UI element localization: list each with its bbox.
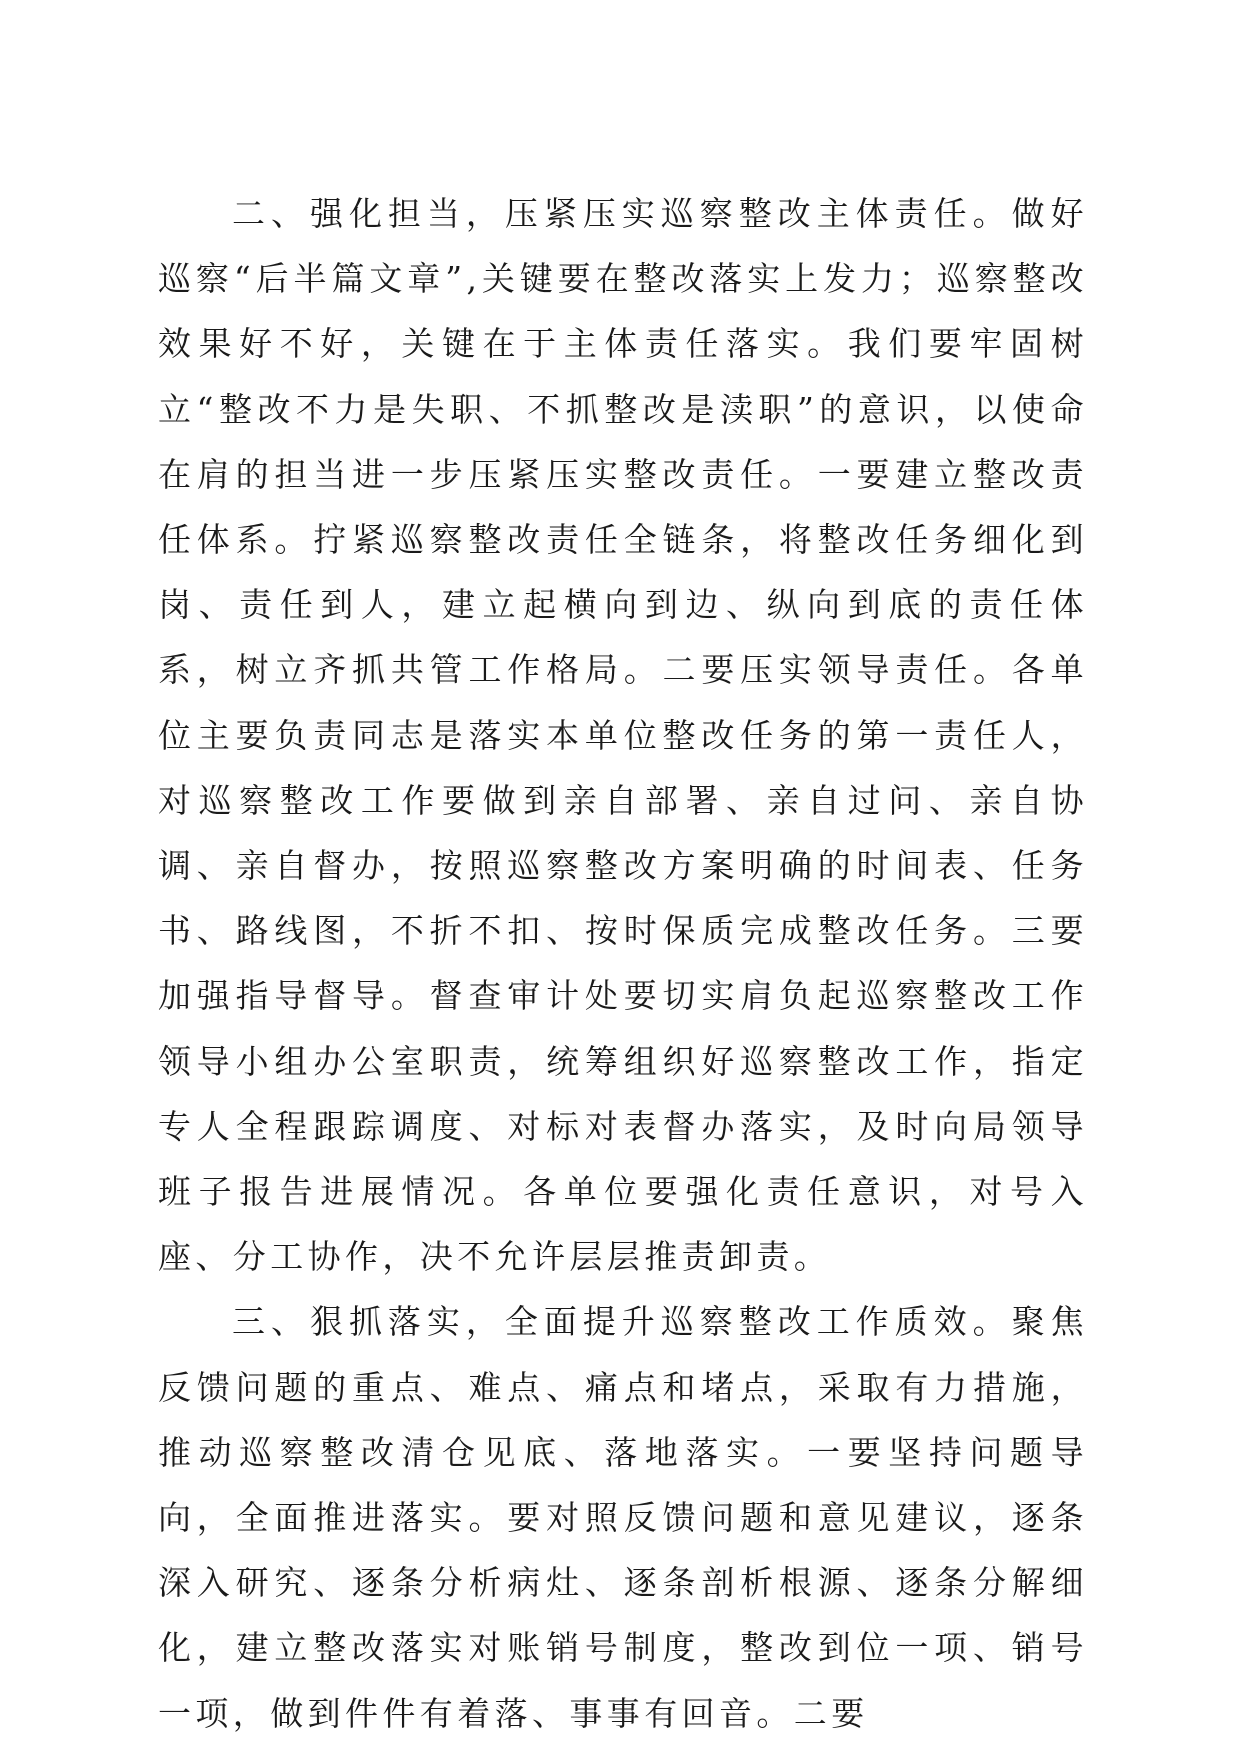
paragraph-3-implementation: 三、狠抓落实，全面提升巡察整改工作质效。聚焦反馈问题的重点、难点、痛点和堵点，采取有力措施，推动巡察整改清仓见底、落地落实。一要坚持问题导向，全面推进落实。要对照反馈问题和意见建议，逐条深入研究、逐条分析病灶、逐条剖析根源、逐条分解细化，建立整改落实对账销号制度，整改到位一项、销号一项，做到件件有着落、事事有回音。二要 (158, 1302, 1088, 1733)
document-body (158, 181, 1088, 1746)
paragraph-2-responsibility: 二、强化担当，压紧压实巡察整改主体责任。做好巡察“后半篇文章”,关键要在整改落实上发力；巡察整改效果好不好，关键在于主体责任落实。我们要牢固树立“整改不力是失职、不抓整改是渎职”的意识，以使命在肩的担当进一步压紧压实整改责任。一要建立整改责任体系。拧紧巡察整改责任全链条，将整改任务细化到岗、责任到人，建立起横向到边、纵向到底的责任体系，树立齐抓共管工作格局。二要压实领导责任。各单位主要负责同志是落实本单位整改任务的第一责任人，对巡察整改工作要做到亲自部署、亲自过问、亲自协调、亲自督办，按照巡察整改方案明确的时间表、任务书、路线图，不折不扣、按时保质完成整改任务。三要加强指导督导。督查审计处要切实肩负起巡察整改工作领导小组办公室职责，统筹组织好巡察整改工作，指定专人全程跟踪调度、对标对表督办落实，及时向局领导班子报告进展情况。各单位要强化责任意识，对号入座、分工协作，决不允许层层推责卸责。 (158, 194, 1088, 1277)
